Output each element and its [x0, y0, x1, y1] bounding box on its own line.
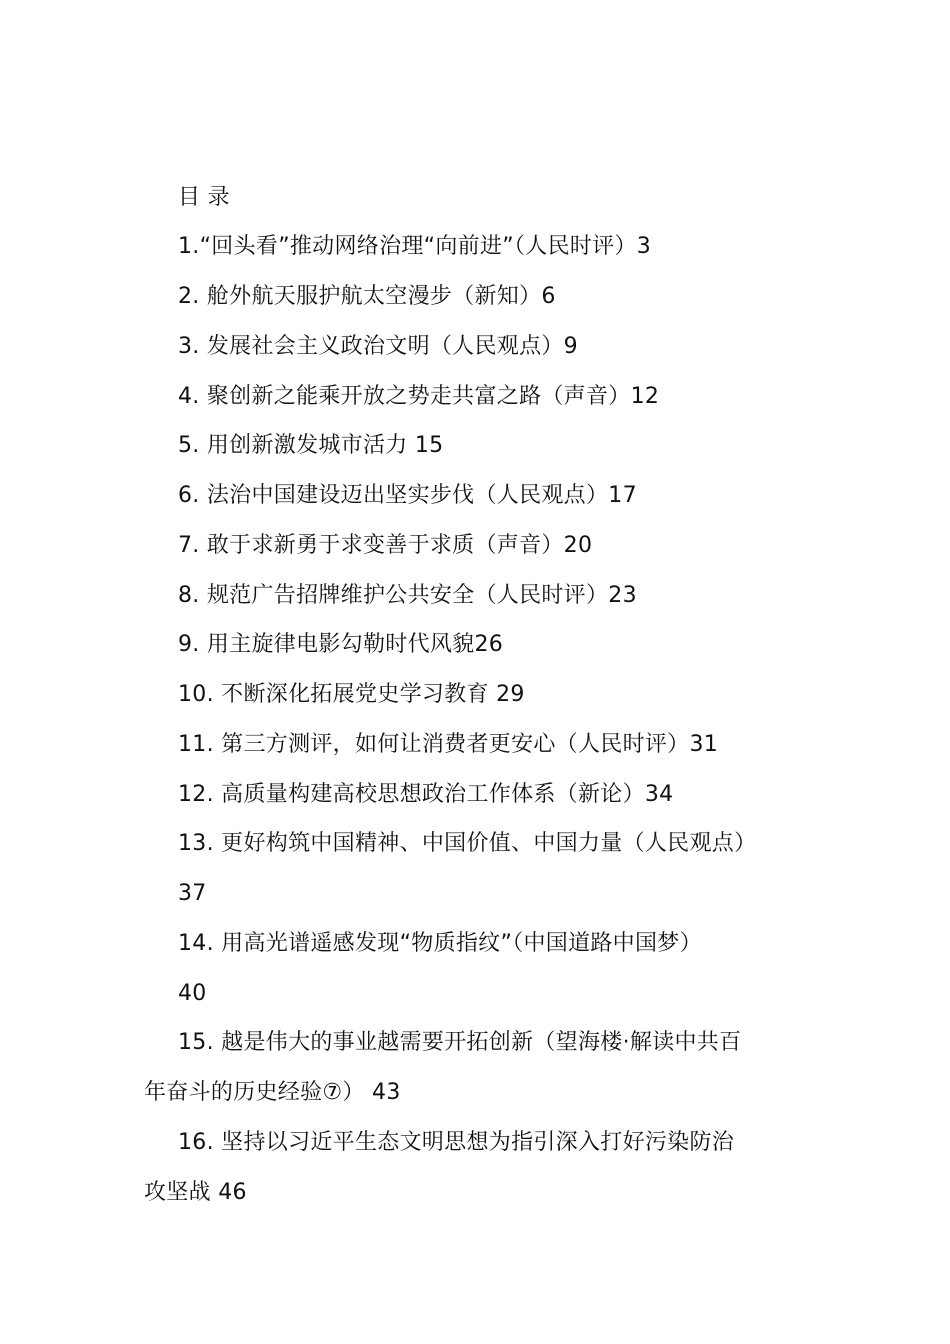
toc-entry-16-cont: 攻坚战 46: [144, 1180, 247, 1205]
toc-entry-14-page: 40: [178, 981, 207, 1006]
toc-entry-9: 9. 用主旋律电影勾勒时代风貌26: [178, 632, 504, 657]
toc-entry-15-cont: 年奋斗的历史经验⑦） 43: [144, 1080, 401, 1105]
toc-entry-16: 16. 坚持以习近平生态文明思想为指引深入打好污染防治: [178, 1130, 735, 1155]
toc-entry-13: 13. 更好构筑中国精神、中国价值、中国力量（人民观点）: [178, 831, 757, 856]
toc-entry-3: 3. 发展社会主义政治文明（人民观点）9: [178, 334, 578, 359]
toc-entry-7: 7. 敢于求新勇于求变善于求质（声音）20: [178, 533, 593, 558]
toc-entry-14: 14. 用高光谱遥感发现“物质指纹”（中国道路中国梦）: [178, 931, 702, 956]
toc-entry-10: 10. 不断深化拓展党史学习教育 29: [178, 682, 525, 707]
toc-entry-15: 15. 越是伟大的事业越需要开拓创新（望海楼·解读中共百: [178, 1030, 742, 1055]
toc-heading: 目 录: [178, 185, 230, 210]
toc-entry-6: 6. 法治中国建设迈出坚实步伐（人民观点）17: [178, 483, 637, 508]
toc-entry-4: 4. 聚创新之能乘开放之势走共富之路（声音）12: [178, 384, 660, 409]
toc-entry-13-page: 37: [178, 881, 207, 906]
toc-entry-5: 5. 用创新激发城市活力 15: [178, 433, 444, 458]
toc-entry-8: 8. 规范广告招牌维护公共安全（人民时评）23: [178, 583, 637, 608]
toc-entry-1: 1.“回头看”推动网络治理“向前进”（人民时评）3: [178, 234, 652, 259]
toc-entry-11: 11. 第三方测评，如何让消费者更安心（人民时评）31: [178, 732, 719, 757]
toc-entry-12: 12. 高质量构建高校思想政治工作体系（新论）34: [178, 782, 674, 807]
toc-entry-2: 2. 舱外航天服护航太空漫步（新知）6: [178, 284, 556, 309]
